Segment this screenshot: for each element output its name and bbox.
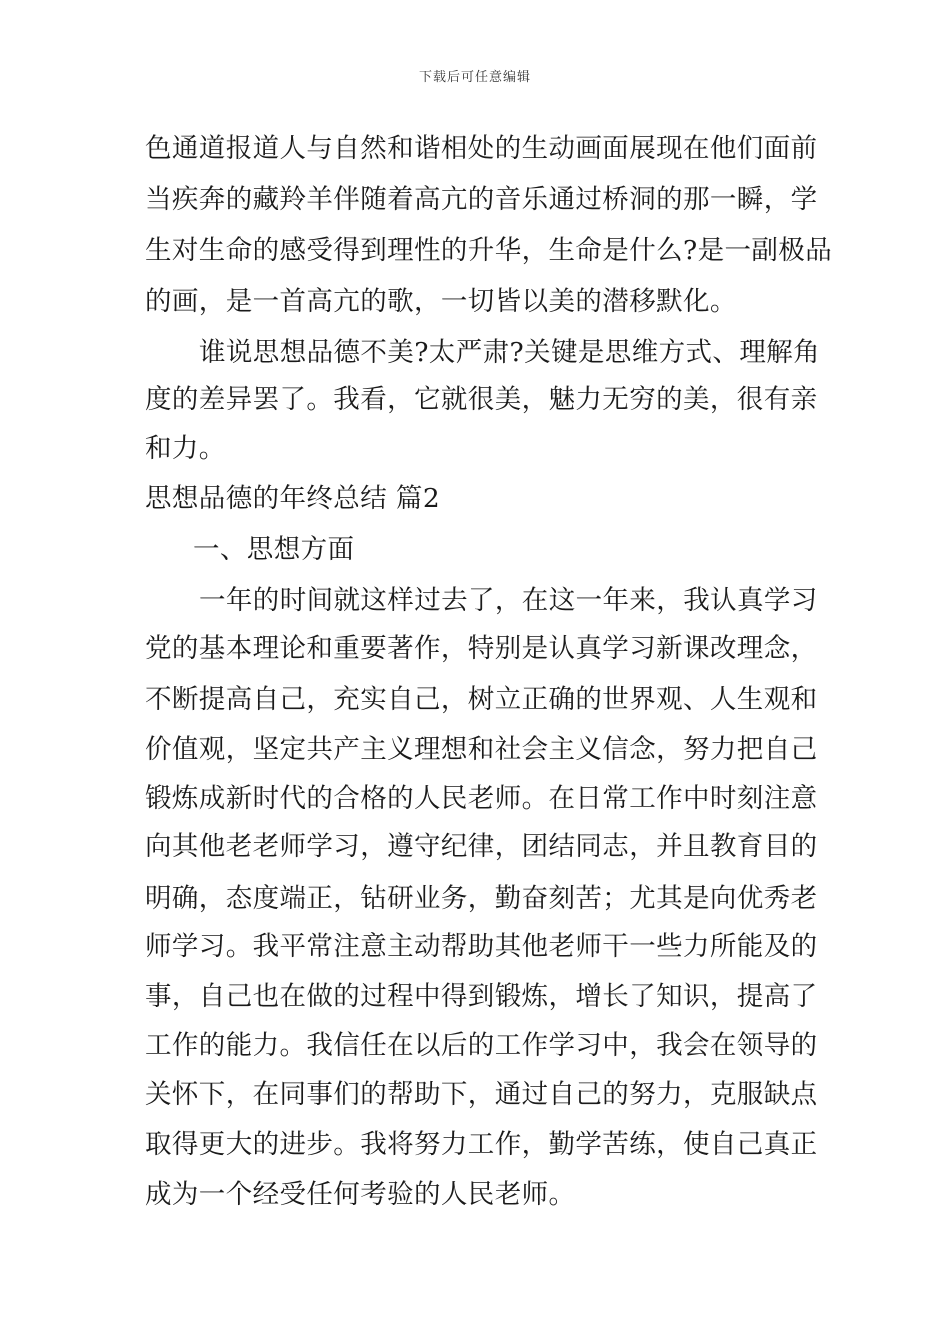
- body-line: 明确，态度端正，钻研业务，勤奋刻苦；尤其是向优秀老: [145, 883, 818, 914]
- body-line: 向其他老老师学习，遵守纪律，团结同志，并且教育目的: [145, 831, 818, 862]
- body-line: 师学习。我平常注意主动帮助其他老师干一些力所能及的: [145, 931, 818, 962]
- body-line: 和力。: [145, 433, 226, 464]
- paragraph-first-line: 一年的时间就这样过去了，在这一年来，我认真学习: [199, 585, 818, 616]
- body-line: 取得更大的进步。我将努力工作，勤学苦练，使自己真正: [145, 1129, 818, 1160]
- body-line: 党的基本理论和重要著作，特别是认真学习新课改理念，: [145, 633, 818, 664]
- body-line: 价值观，坚定共产主义理想和社会主义信念，努力把自己: [145, 734, 818, 765]
- page-header-note: 下载后可任意编辑: [418, 70, 531, 85]
- body-line: 成为一个经受任何考验的人民老师。: [145, 1179, 576, 1210]
- subsection-heading: 一、思想方面: [193, 534, 355, 565]
- body-line: 事，自己也在做的过程中得到锻炼，增长了知识，提高了: [145, 981, 818, 1012]
- body-line: 生对生命的感受得到理性的升华，生命是什么?是一副极品: [145, 235, 833, 266]
- body-line: 工作的能力。我信任在以后的工作学习中，我会在领导的: [145, 1030, 818, 1061]
- body-line: 的画，是一首高亢的歌，一切皆以美的潜移默化。: [145, 286, 737, 317]
- body-line: 锻炼成新时代的合格的人民老师。在日常工作中时刻注意: [145, 783, 818, 814]
- body-line: 色通道报道人与自然和谐相处的生动画面展现在他们面前: [145, 133, 818, 164]
- body-line: 度的差异罢了。我看，它就很美，魅力无穷的美，很有亲: [145, 384, 818, 415]
- body-line: 关怀下，在同事们的帮助下，通过自己的努力，克服缺点: [145, 1079, 818, 1110]
- body-line: 当疾奔的藏羚羊伴随着高亢的音乐通过桥洞的那一瞬，学: [145, 184, 818, 215]
- section-heading: 思想品德的年终总结 篇2: [145, 483, 441, 514]
- body-line: 不断提高自己，充实自己，树立正确的世界观、人生观和: [145, 684, 818, 715]
- paragraph-first-line: 谁说思想品德不美?太严肃?关键是思维方式、理解角: [199, 337, 821, 368]
